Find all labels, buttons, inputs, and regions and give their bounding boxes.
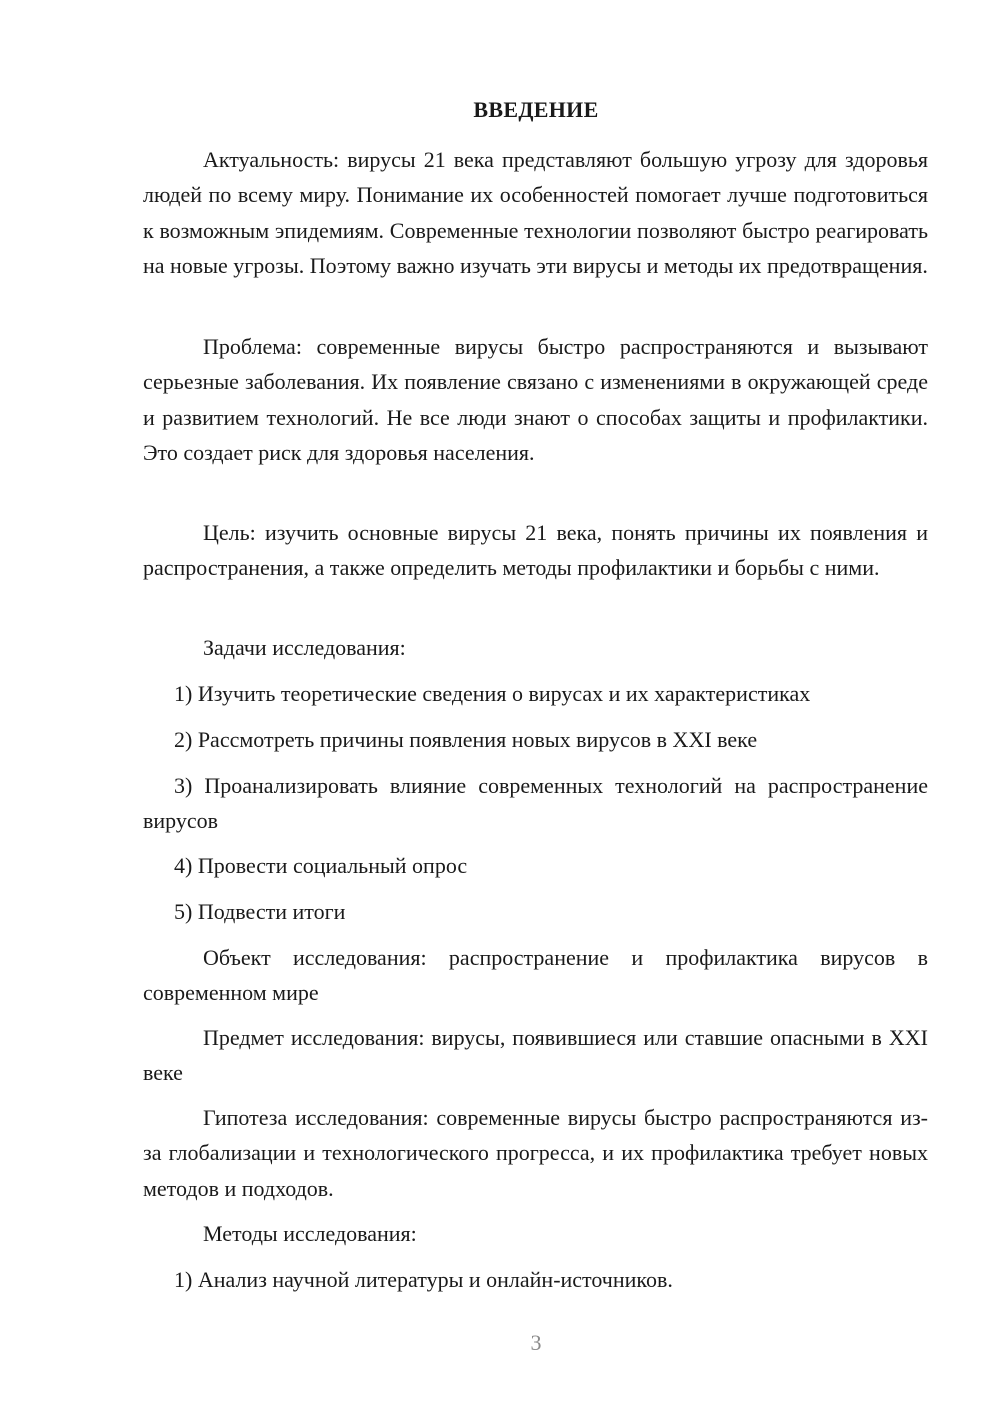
relevance-paragraph: Актуальность: вирусы 21 века представляют большую угрозу для здоровья людей по всему миру. Понимание их особенностей помогает лучше подготовиться к возможным эпидемиям. Современные технологии позволяют быстро реагировать на новые угрозы. Поэтому важно изучать эти вирусы и методы их предотвращения. [143, 147, 928, 278]
methods-title: Методы исследования: [203, 1221, 417, 1246]
tasks-title: Задачи исследования: [203, 635, 406, 660]
task-item-1: 1) Изучить теоретические сведения о вирусах и их характеристиках [174, 681, 811, 706]
problem-paragraph: Проблема: современные вирусы быстро распространяются и вызывают серьезные заболевания. Их появление связано с изменениями в окружающей среде и развитием технологий. Не все люди знают о способах защиты и профилактики. Это создает риск для здоровья населения. [143, 334, 928, 465]
method-item-1: 1) Анализ научной литературы и онлайн-источников. [174, 1267, 673, 1292]
goal-paragraph: Цель: изучить основные вирусы 21 века, понять причины их появления и распространения, а также определить методы профилактики и борьбы с ними. [143, 520, 928, 581]
task-item-4: 4) Провести социальный опрос [174, 853, 468, 878]
subject-paragraph: Предмет исследования: вирусы, появившиеся или ставшие опасными в XXI веке [143, 1025, 928, 1086]
section-heading: ВВЕДЕНИЕ [473, 97, 599, 122]
task-item-3: 3) Проанализировать влияние современных технологий на распространение вирусов [143, 773, 928, 834]
object-paragraph: Объект исследования: распространение и профилактика вирусов в современном мире [143, 945, 928, 1006]
task-item-2: 2) Рассмотреть причины появления новых вирусов в XXI веке [174, 727, 758, 752]
task-item-5: 5) Подвести итоги [174, 899, 346, 924]
page-number: 3 [530, 1330, 542, 1355]
hypothesis-paragraph: Гипотеза исследования: современные вирусы быстро распространяются из-за глобализации и технологического прогресса, и их профилактика требует новых методов и подходов. [143, 1105, 928, 1201]
